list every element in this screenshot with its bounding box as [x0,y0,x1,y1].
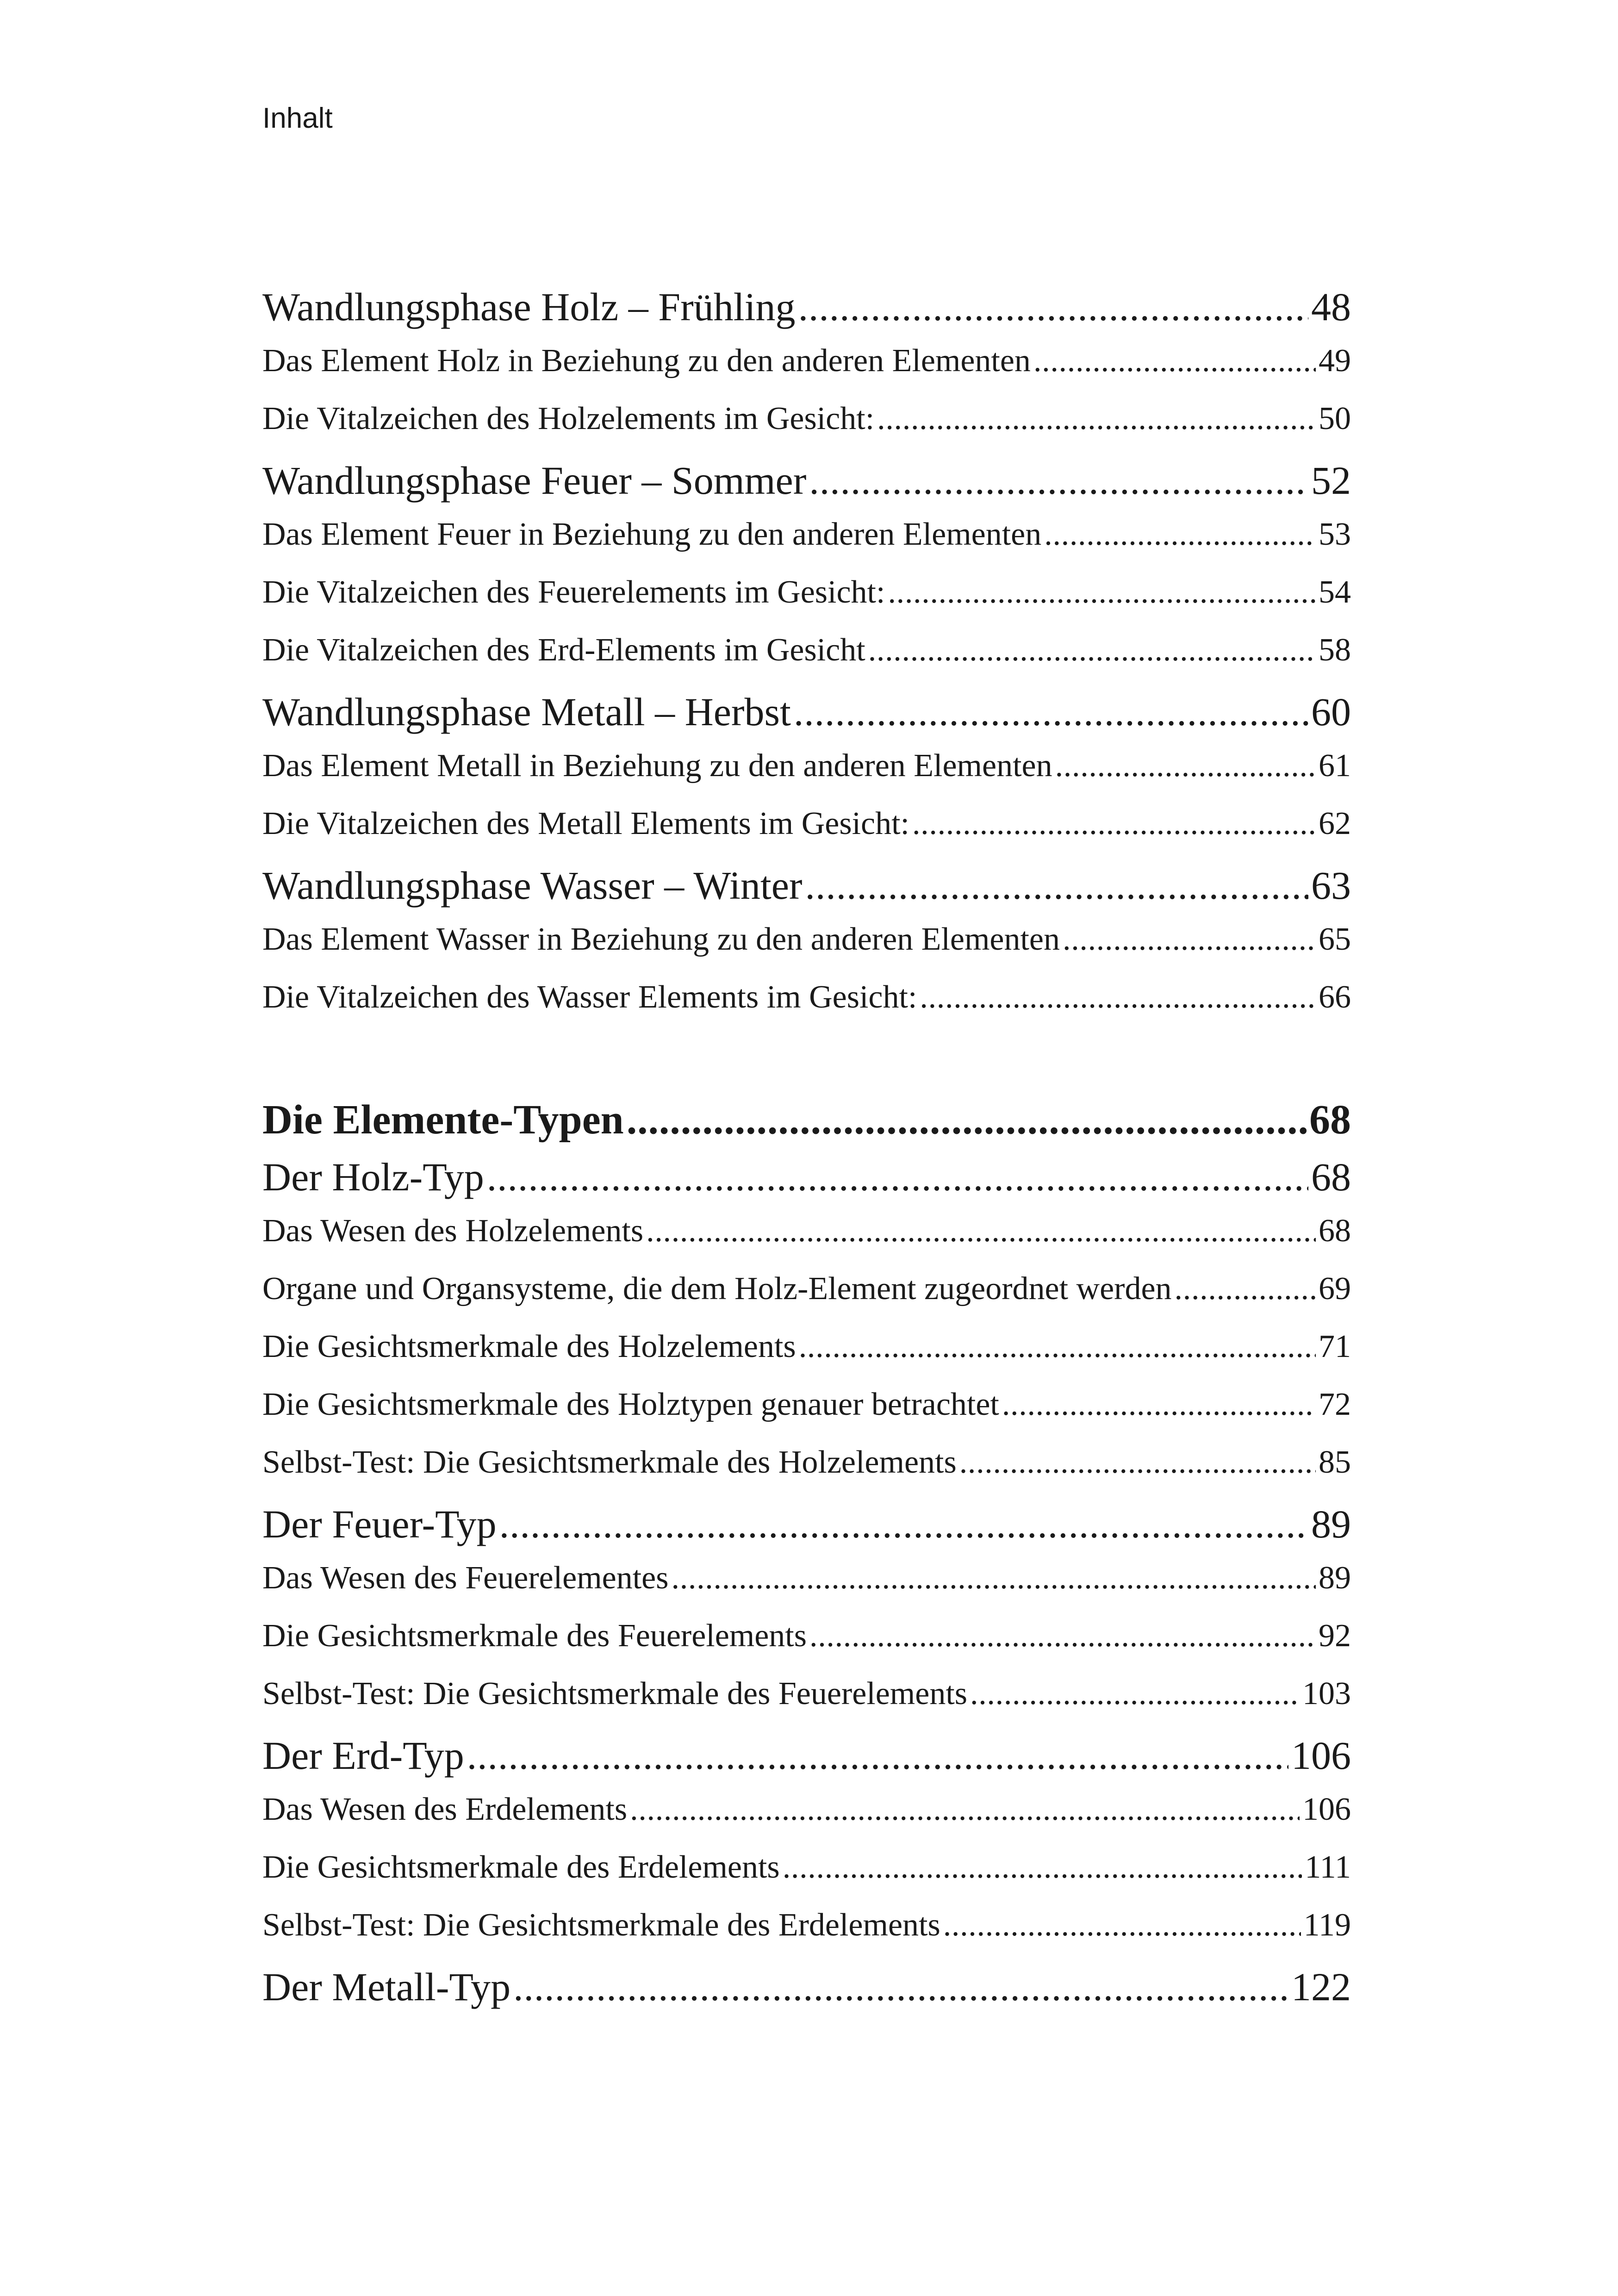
toc-entry-page: 53 [1319,516,1351,552]
toc-entry[interactable] [262,1446,1351,1479]
toc-entry-title: Die Vitalzeichen des Erd-Elements im Gesicht [262,632,865,668]
toc-entry-page: 92 [1319,1618,1351,1654]
dot-leader [799,1331,1316,1363]
dot-leader [970,1678,1300,1710]
dot-leader [783,1851,1302,1884]
toc-entry-title: Organe und Organsysteme, die dem Holz-Element zugeordnet werden [262,1271,1172,1307]
toc-entry[interactable] [262,1678,1351,1710]
running-head: Inhalt [262,102,333,134]
toc-entry[interactable] [262,923,1351,956]
toc-entry-title: Die Vitalzeichen des Holzelements im Gesicht: [262,401,875,436]
toc-entry[interactable] [262,345,1351,377]
toc-entry[interactable] [262,287,1351,327]
toc-entry[interactable] [262,1388,1351,1421]
dot-leader [809,460,1308,500]
toc-entry[interactable] [262,1215,1351,1247]
toc-entry[interactable] [262,1157,1351,1197]
toc-entry[interactable] [262,1909,1351,1941]
dot-leader [672,1562,1316,1594]
toc-entry-title: Der Feuer-Typ [262,1502,497,1546]
toc-entry-page: 54 [1319,574,1351,610]
toc-entry-page: 89 [1319,1560,1351,1596]
dot-leader [888,576,1316,609]
toc-entry-page: 103 [1302,1676,1351,1711]
toc-entry-page: 61 [1319,748,1351,784]
toc-entry-page: 63 [1311,863,1351,908]
toc-entry[interactable] [262,1967,1351,2007]
dot-leader [943,1909,1301,1941]
dot-leader [1055,750,1316,782]
toc-entry-title: Die Gesichtsmerkmale des Holztypen genauer betrachtet [262,1387,999,1422]
toc-entry-page: 119 [1303,1907,1351,1943]
toc-entry[interactable] [262,1562,1351,1594]
toc-entry-title: Die Vitalzeichen des Metall Elements im Gesicht: [262,806,909,841]
dot-leader [627,1099,1307,1141]
toc-entry-page: 111 [1305,1849,1351,1885]
toc-entry-title: Das Element Metall in Beziehung zu den anderen Elementen [262,748,1052,784]
toc-entry-title: Die Gesichtsmerkmale des Holzelements [262,1329,796,1364]
toc-entry[interactable] [262,981,1351,1014]
toc-entry-title: Das Element Wasser in Beziehung zu den anderen Elementen [262,921,1060,957]
toc-entry-page: 48 [1311,285,1351,329]
toc-entry[interactable] [262,403,1351,435]
toc-entry[interactable] [262,1733,1351,1778]
toc-entry[interactable] [262,863,1351,908]
toc-entry-title: Wandlungsphase Holz – Frühling [262,285,796,329]
toc-entry-page: 60 [1311,690,1351,734]
dot-leader [1033,345,1316,377]
toc-entry[interactable] [262,1273,1351,1305]
toc-entry-title: Das Wesen des Holzelements [262,1213,644,1249]
toc-entry-page: 68 [1309,1097,1351,1143]
dot-leader [809,1620,1316,1652]
dot-leader [1002,1388,1316,1421]
toc-entry[interactable] [262,750,1351,782]
toc-entry-page: 52 [1311,458,1351,503]
toc-entry-page: 72 [1319,1387,1351,1422]
dot-leader [1063,923,1316,956]
toc-entry-page: 85 [1319,1444,1351,1480]
toc-entry-title: Selbst-Test: Die Gesichtsmerkmale des Holzelements [262,1444,957,1480]
toc-entry-title: Selbst-Test: Die Gesichtsmerkmale des Erdelements [262,1907,940,1943]
dot-leader [794,692,1308,732]
toc-entry[interactable] [262,808,1351,840]
toc-entry-page: 62 [1319,806,1351,841]
toc-entry-page: 106 [1302,1792,1351,1827]
toc-entry[interactable] [262,576,1351,609]
toc-entry[interactable] [262,518,1351,551]
toc-entry-title: Wandlungsphase Wasser – Winter [262,863,803,908]
toc-entry-page: 68 [1319,1213,1351,1249]
dot-leader [499,1504,1308,1544]
toc-entry[interactable] [262,1331,1351,1363]
dot-leader [920,981,1316,1014]
dot-leader [959,1446,1316,1479]
toc-entry-page: 68 [1311,1155,1351,1199]
toc-entry-page: 66 [1319,979,1351,1015]
toc-entry-title: Die Gesichtsmerkmale des Feuerelements [262,1618,807,1654]
toc-entry-title: Der Holz-Typ [262,1155,484,1199]
toc-entry-title: Selbst-Test: Die Gesichtsmerkmale des Feuerelements [262,1676,968,1711]
toc-entry-title: Die Vitalzeichen des Wasser Elements im Gesicht: [262,979,917,1015]
dot-leader [630,1793,1300,1826]
toc-entry[interactable] [262,1851,1351,1884]
toc-entry[interactable] [262,692,1351,732]
toc-entry[interactable] [262,1504,1351,1544]
toc-entry-title: Das Element Feuer in Beziehung zu den anderen Elementen [262,516,1042,552]
toc-entry-title: Der Erd-Typ [262,1733,464,1778]
toc-entry-page: 89 [1311,1502,1351,1546]
toc-entry-page: 58 [1319,632,1351,668]
toc-entry[interactable] [262,1620,1351,1652]
toc-entry-title: Die Elemente-Typen [262,1097,624,1143]
dot-leader [1044,518,1316,551]
dot-leader [912,808,1316,840]
toc-entry-title: Das Element Holz in Beziehung zu den anderen Elementen [262,343,1031,379]
dot-leader [467,1736,1288,1775]
toc-entry-page: 65 [1319,921,1351,957]
toc-entry-title: Die Gesichtsmerkmale des Erdelements [262,1849,780,1885]
toc-entry-title: Wandlungsphase Metall – Herbst [262,690,791,734]
toc-entry-title: Der Metall-Typ [262,1965,511,2009]
toc-entry-page: 71 [1319,1329,1351,1364]
dot-leader [487,1157,1308,1197]
toc-entry-title: Das Wesen des Erdelements [262,1792,628,1827]
toc-entry-page: 69 [1319,1271,1351,1307]
dot-leader [868,634,1316,666]
toc-entry-title: Das Wesen des Feuerelementes [262,1560,669,1596]
dot-leader [805,865,1308,905]
toc-entry-page: 50 [1319,401,1351,436]
toc-entry-title: Wandlungsphase Feuer – Sommer [262,458,807,503]
toc-entry[interactable] [262,1793,1351,1826]
dot-leader [1175,1273,1316,1305]
toc-entry-page: 106 [1291,1733,1351,1778]
dot-leader [798,287,1308,327]
toc-entry-page: 49 [1319,343,1351,379]
dot-leader [513,1967,1288,2007]
dot-leader [646,1215,1316,1247]
toc-entry[interactable] [262,634,1351,666]
toc-entry[interactable] [262,458,1351,503]
toc-entry-title: Die Vitalzeichen des Feuerelements im Gesicht: [262,574,885,610]
toc-entry[interactable] [262,1099,1351,1141]
toc-entry-page: 122 [1291,1965,1351,2009]
dot-leader [877,403,1316,435]
